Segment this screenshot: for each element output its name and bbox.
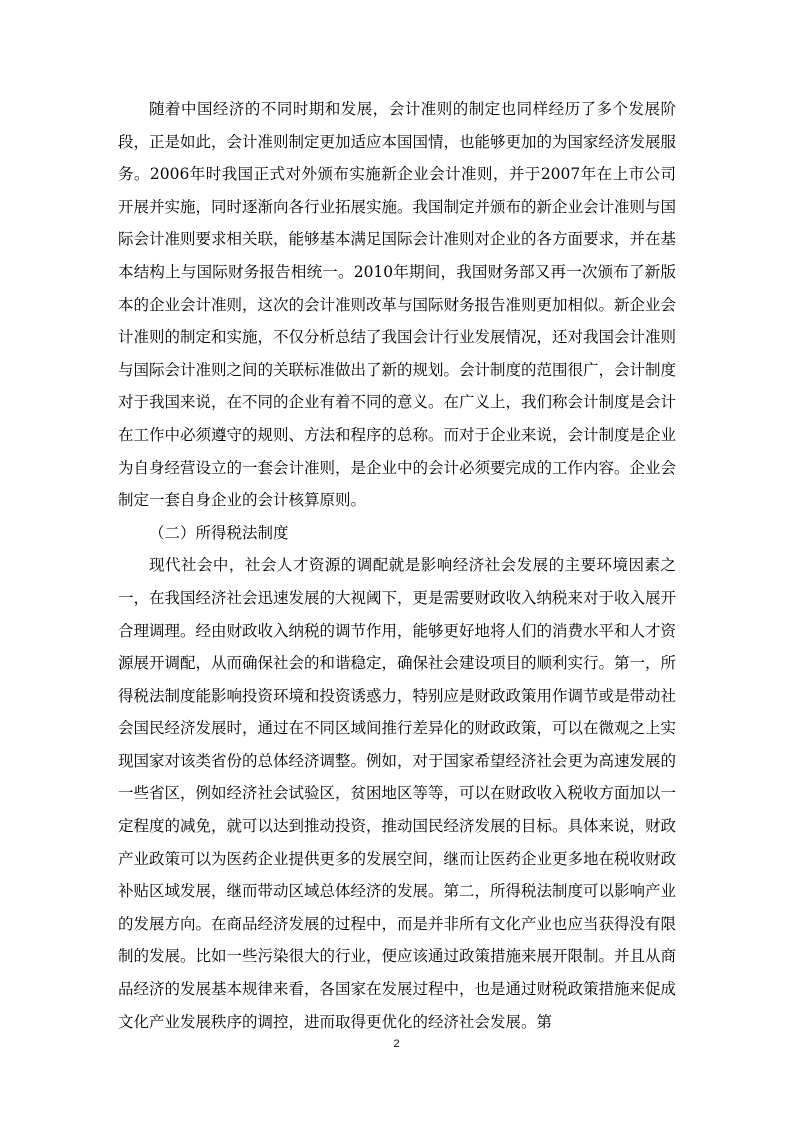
paragraph-accounting-standards: 随着中国经济的不同时期和发展，会计准则的制定也同样经历了多个发展阶段，正是如此，会计准则制定更加适应本国国情，也能够更加的为国家经济发展服务。2006年时我国正式对外颁布实施新企业会计准则，并于2007年在上市公司开展并实施，同时逐渐向各行业拓展实施。我国制定并颁布的新企业会计准则与国际会计准则要求相关联，能够基本满足国际会计准则对企业的各方面要求，并在基本结构上与国际财务报告相统一。2010年期间，我国财务部又再一次颁布了新版本的企业会计准则，这次的会计准则改革与国际财务报告准则更加相似。新企业会计准则的制定和实施，不仅分析总结了我国会计行业发展情况，还对我国会计准则与国际会计准则之间的关联标准做出了新的规划。会计制度的范围很广，会计制度对于我国来说，在不同的企业有着不同的意义。在广义上，我们称会计制度是会计在工作中必须遵守的规则、方法和程序的总称。而对于企业来说，会计制度是企业为自身经营设立的一套会计准则，是企业中的会计必须要完成的工作内容。企业会制定一套自身企业的会计核算原则。 — [118, 100, 677, 510]
body-text — [118, 93, 676, 1038]
section-heading: （二）所得税法制度 — [149, 523, 289, 542]
page-number: 2 — [393, 1038, 400, 1050]
paragraph-income-tax: 现代社会中，社会人才资源的调配就是影响经济社会发展的主要环境因素之一，在我国经济社会迅速发展的大视阈下，更是需要财政收入纳税来对于收入展开合理调理。经由财政收入纳税的调节作用，能够更好地将人们的消费水平和人才资源展开调配，从而确保社会的和谐稳定，确保社会建设项目的顺利实行。第一，所得税法制度能影响投资环境和投资诱惑力，特别应是财政政策用作调节或是带动社会国民经济发展时，通过在不同区域间推行差异化的财政政策，可以在微观之上实现国家对该类省份的总体经济调整。例如，对于国家希望经济社会更为高速发展的一些省区，例如经济社会试验区，贫困地区等等，可以在财政收入税收方面加以一定程度的减免，就可以达到推动投资，推动国民经济发展的目标。具体来说，财政产业政策可以为医药企业提供更多的发展空间，继而让医药企业更多地在税收财政补贴区域发展，继而带动区域总体经济的发展。第二，所得税法制度可以影响产业的发展方向。在商品经济发展的过程中，而是并非所有文化产业也应当获得没有限制的发展。比如一些污染很大的行业，便应该通过政策措施来展开限制。并且从商品经济的发展基本规律来看，各国家在发展过程中，也是通过财税政策措施来促成文化产业发展秩序的调控，进而取得更优化的经济社会发展。第 — [118, 556, 677, 1031]
